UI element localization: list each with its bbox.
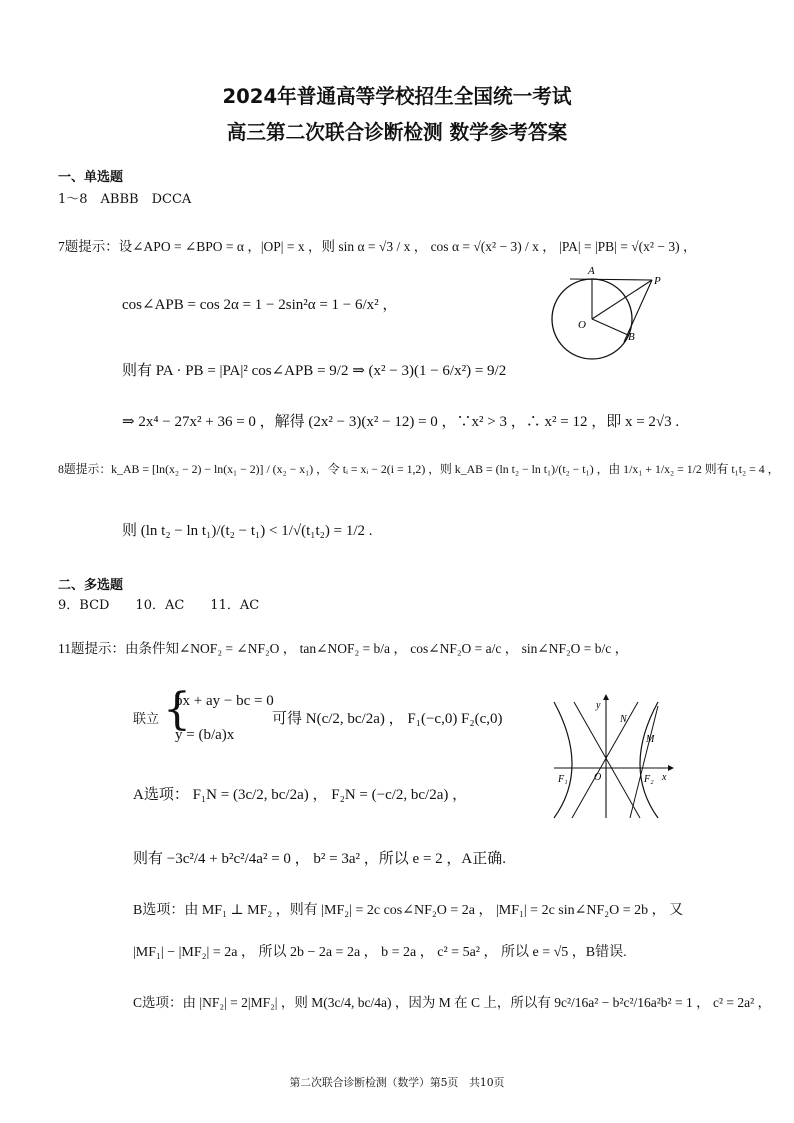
exam-title: 2024年普通高等学校招生全国统一考试 xyxy=(222,85,572,108)
system-eq2: y = (b/a)x xyxy=(175,727,235,743)
multi-choice-answers: 9．BCD 10．AC 11．AC xyxy=(58,598,260,613)
hyperbola-right-branch xyxy=(640,702,658,818)
section-single-choice-heading: 一、单选题 xyxy=(58,170,124,185)
label-f2: F₂ xyxy=(644,774,654,785)
label-f1: F₁ xyxy=(558,774,568,785)
label-n: N xyxy=(620,714,627,725)
single-choice-answers: 1～8 ABBB DCCA xyxy=(58,192,192,207)
asymptote-1 xyxy=(574,702,640,818)
line-nf2 xyxy=(630,706,658,818)
asymptote-2 xyxy=(572,702,638,818)
option-a-line1: A选项： F₁N = (3c/2, bc/2a) ， F₂N = (−c/2, bc/2a) ， xyxy=(133,787,468,803)
hyperbola-figure xyxy=(550,692,675,822)
option-c-line1: C选项：由 |NF₂| = 2|MF₂| ，则 M(3c/4, bc/4a) ，因为 M 在 C 上，所以有 9c²/16a² − b²c²/16a²b² = 1 ， c² = 2a² ， xyxy=(133,995,772,1010)
answer-title: 高三第二次联合诊断检测 数学参考答案 xyxy=(226,121,568,144)
label-a: A xyxy=(588,265,595,277)
y-axis-arrow xyxy=(603,694,609,700)
q11-solution-n: 可得 N(c/2, bc/2a) ， F₁(−c,0) F₂(c,0) xyxy=(272,711,503,727)
label-m: M xyxy=(646,734,655,745)
label-p: P xyxy=(654,275,661,287)
q7-hint-line1: 7题提示：设∠APO = ∠BPO = α ，|OP| = x ，则 sin α = √3 / x ， cos α = √(x² − 3) / x ， |PA| = |PB| = √(x² − 3) ， xyxy=(58,239,697,254)
q8-hint-line2: 则 (ln t₂ − ln t₁)/(t₂ − t₁) < 1/√(t₁t₂) = 1/2 . xyxy=(122,523,373,539)
page-footer: 第二次联合诊断检测（数学）第5页 共10页 xyxy=(289,1076,505,1089)
label-x: x xyxy=(662,772,667,783)
q7-hint-line2: cos∠APB = cos 2α = 1 − 2sin²α = 1 − 6/x² ， xyxy=(122,297,398,313)
option-b-line2: |MF₁| − |MF₂| = 2a ， 所以 2b − 2a = 2a ， b = 2a ， c² = 5a² ， 所以 e = √5 ，B错误. xyxy=(133,945,627,960)
label-b: B xyxy=(628,331,635,343)
label-o: O xyxy=(578,319,586,331)
label-y: y xyxy=(596,700,601,711)
system-brace: { xyxy=(163,684,191,735)
q8-hint-line1: 8题提示：k_AB = [ln(x₂ − 2) − ln(x₁ − 2)] / (x₂ − x₁) ，令 tᵢ = xᵢ − 2(i = 1,2) ，则 k_AB = (ln t₂ − ln t₁)/(t₂ − t₁) ，由 1/x₁ + 1/x₂ = 1/2 则有 t₁t₂ = 4 ， xyxy=(58,462,780,476)
label-o2: O xyxy=(594,772,602,783)
section-multi-choice-heading: 二、多选题 xyxy=(58,578,124,593)
system-label: 联立 xyxy=(133,712,160,727)
option-a-line2: 则有 −3c²/4 + b²c²/4a² = 0 ， b² = 3a² ，所以 e = 2 ，A正确. xyxy=(133,851,506,867)
q11-hint-line1: 11题提示：由条件知∠NOF₂ = ∠NF₂O ， tan∠NOF₂ = b/a ， cos∠NF₂O = a/c ， sin∠NF₂O = b/c ， xyxy=(58,641,629,656)
option-b-line1: B选项：由 MF₁ ⊥ MF₂ ，则有 |MF₂| = 2c cos∠NF₂O = 2a ， |MF₁| = 2c sin∠NF₂O = 2b ， 又 xyxy=(133,903,684,918)
q7-hint-line4: ⇒ 2x⁴ − 27x² + 36 = 0 ，解得 (2x² − 3)(x² − 12) = 0 ，∵x² > 3 ，∴ x² = 12 ，即 x = 2√3 . xyxy=(122,414,680,430)
hyperbola-left-branch xyxy=(554,702,572,818)
q7-hint-line3: 则有 PA · PB = |PA|² cos∠APB = 9/2 ⇒ (x² − 3)(1 − 6/x²) = 9/2 xyxy=(122,363,507,379)
radius-ob xyxy=(592,319,628,335)
circle-tangent-figure xyxy=(548,262,678,362)
system-eq1: bx + ay − bc = 0 xyxy=(175,693,274,709)
x-axis-arrow xyxy=(668,765,674,771)
